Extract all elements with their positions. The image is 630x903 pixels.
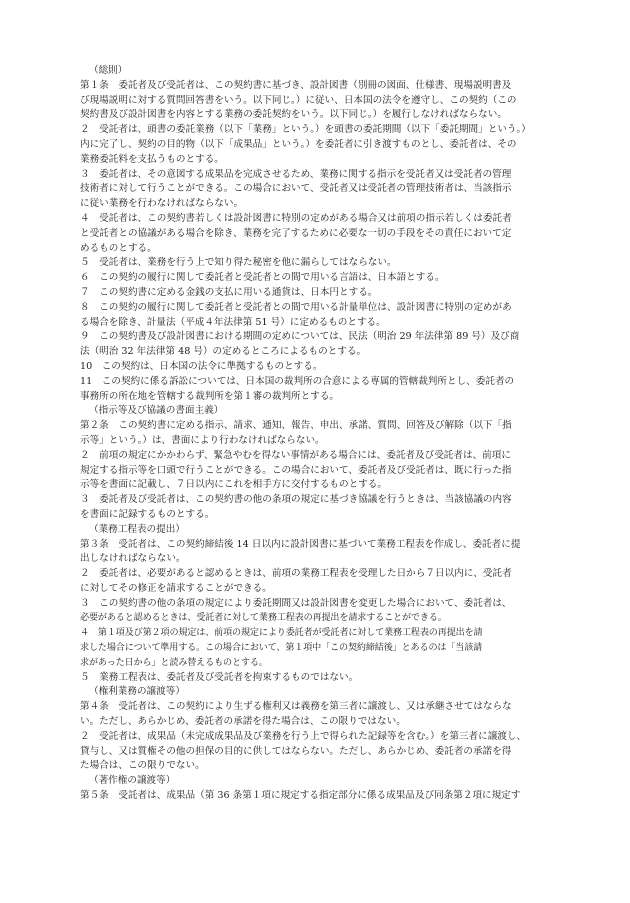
text-line: 貸与し、又は質権その他の担保の目的に供してはならない。ただし、あらかじめ、委託者の承諾を得: [80, 745, 512, 757]
article-heading: （著作権の譲渡等）: [89, 775, 176, 787]
text-line: ９ この契約書及び設計図書における期間の定めについては、民法（明治 29 年法律第 89 号）及び商: [80, 331, 520, 343]
text-line: 規定する指示等を口頭で行うことができる。この場合において、委託者及び受託者は、既に行った指: [80, 464, 512, 476]
text-line: い。ただし、あらかじめ、委託者の承諾を得た場合は、この限りではない。: [80, 716, 406, 728]
text-line: ３ この契約書の他の条項の規定により委託期間又は設計図書を変更した場合において、委託者は、: [80, 597, 512, 609]
text-line: 11 この契約に係る訴訟については、日本国の裁判所の合意による専属的管轄裁判所とし、委託者の: [80, 375, 515, 387]
text-line: ４ 受託者は、この契約書若しくは設計図書に特別の定めがある場合又は前項の指示若しくは委託者: [80, 212, 512, 224]
text-line: 内に完了し、契約の目的物（以下「成果品」という。）を委託者に引き渡すものとし、委託者は、その: [80, 138, 517, 150]
text-line: 必要があると認めるときは、受託者に対して業務工程表の再提出を請求することができる。: [80, 613, 447, 624]
text-line: ５ 業務工程表は、委託者及び受託者を拘束するものではない。: [80, 671, 359, 683]
text-line: 求した場合について準用する。この場合において、第１項中「この契約締結後」とあるのは「当該請: [80, 643, 483, 654]
text-line: 第５条 受託者は、成果品（第 36 条第１項に規定する指定部分に係る成果品及び同条第２項に規定す: [80, 790, 521, 802]
text-line: ８ この契約の履行に関して委託者と受託者との間で用いる計量単位は、設計図書に特別の定めがあ: [80, 301, 512, 313]
text-line: ３ 委託者は、その意図する成果品を完成させるため、業務に関する指示を受託者又は受託者の管理: [80, 168, 512, 180]
text-line: ２ 前項の規定にかかわらず、緊急やむを得ない事情がある場合には、委託者及び受託者は、前項に: [80, 449, 511, 461]
text-line: ２ 委託者は、必要があると認めるときは、前項の業務工程表を受理した日から７日以内に、受託者: [80, 568, 512, 580]
text-line: 第２条 この契約書に定める指示、請求、通知、報告、申出、承諾、質問、回答及び解除（以下「指: [80, 420, 512, 432]
text-line: 第３条 受託者は、この契約締結後 14 日以内に設計図書に基づいて業務工程表を作成し、委託者に提: [80, 538, 521, 550]
text-line: 10 この契約は、日本国の法令に準拠するものとする。: [80, 360, 323, 372]
text-line: 事務所の所在地を管轄する裁判所を第１審の裁判所とする。: [80, 390, 340, 402]
text-line: た場合は、この限りでない。: [80, 760, 205, 772]
text-line: る場合を除き、計量法（平成４年法律第 51 号）に定めるものとする。: [80, 316, 386, 328]
text-line: ３ 委託者及び受託者は、この契約書の他の条項の規定に基づき協議を行うときは、当該協議の内容: [80, 494, 512, 506]
text-line: 法（明治 32 年法律第 48 号）の定めるところによるものとする。: [80, 346, 367, 358]
article-heading: （業務工程表の提出）: [89, 523, 185, 535]
text-line: ７ この契約書に定める金銭の支払に用いる通貨は、日本円とする。: [80, 286, 378, 298]
text-line: び現場説明に対する質問回答書をいう。以下同じ。）に従い、日本国の法令を遵守し、この契約（この: [80, 94, 517, 106]
article-heading: （総則）: [89, 65, 128, 76]
text-line: 第１条 委託者及び受託者は、この契約書に基づき、設計図書（別冊の図面、仕様書、現場説明書及: [80, 79, 512, 91]
text-line: に対してその修正を請求することができる。: [80, 582, 272, 594]
contract-body: [80, 64, 550, 804]
text-line: 示等を書面に記載し、７日以内にこれを相手方に交付するものとする。: [80, 479, 387, 491]
text-line: 示等」という。）は、書面により行わなければならない。: [80, 434, 325, 446]
text-line: 契約書及び設計図書を内容とする業務の委託契約をいう。以下同じ。）を履行しなければならない。: [80, 109, 507, 121]
text-line: ２ 受託者は、成果品（未完成成果品及び業務を行う上で得られた記録等を含む。）を第三者に譲渡し、: [80, 730, 527, 742]
text-line: ６ この契約の履行に関して委託者と受託者との間で用いる言語は、日本語とする。: [80, 272, 445, 284]
text-line: と受託者との協議がある場合を除き、業務を完了するために必要な一切の手段をその責任において定: [80, 227, 512, 239]
text-line: 出しなければならない。: [80, 553, 186, 565]
text-line: に従い業務を行わなければならない。: [80, 198, 244, 210]
text-line: 第４条 受託者は、この契約により生ずる権利又は義務を第三者に譲渡し、又は承継させてはならな: [80, 701, 512, 713]
text-line: めるものとする。: [80, 242, 157, 254]
text-line: 求があった日から」と読み替えるものとする。: [80, 657, 268, 668]
text-line: ２ 受託者は、頭書の委託業務（以下「業務」という。）を頭書の委託期間（以下「委託期間」という。）: [80, 124, 531, 136]
text-line: ４ 第１項及び第２項の規定は、前項の規定により委託者が受託者に対して業務工程表の再提出を請: [80, 628, 483, 639]
text-line: 業務委託料を支払うものとする。: [80, 153, 224, 165]
article-heading: （指示等及び協議の書面主義）: [89, 405, 224, 417]
text-line: 技術者に対して行うことができる。この場合において、受託者又は受託者の管理技術者は、当該指示: [80, 183, 512, 195]
text-line: を書面に記録するものとする。: [80, 508, 215, 520]
text-line: ５ 受託者は、業務を行う上で知り得た秘密を他に漏らしてはならない。: [80, 257, 397, 269]
article-heading: （権利業務の譲渡等）: [89, 686, 185, 698]
